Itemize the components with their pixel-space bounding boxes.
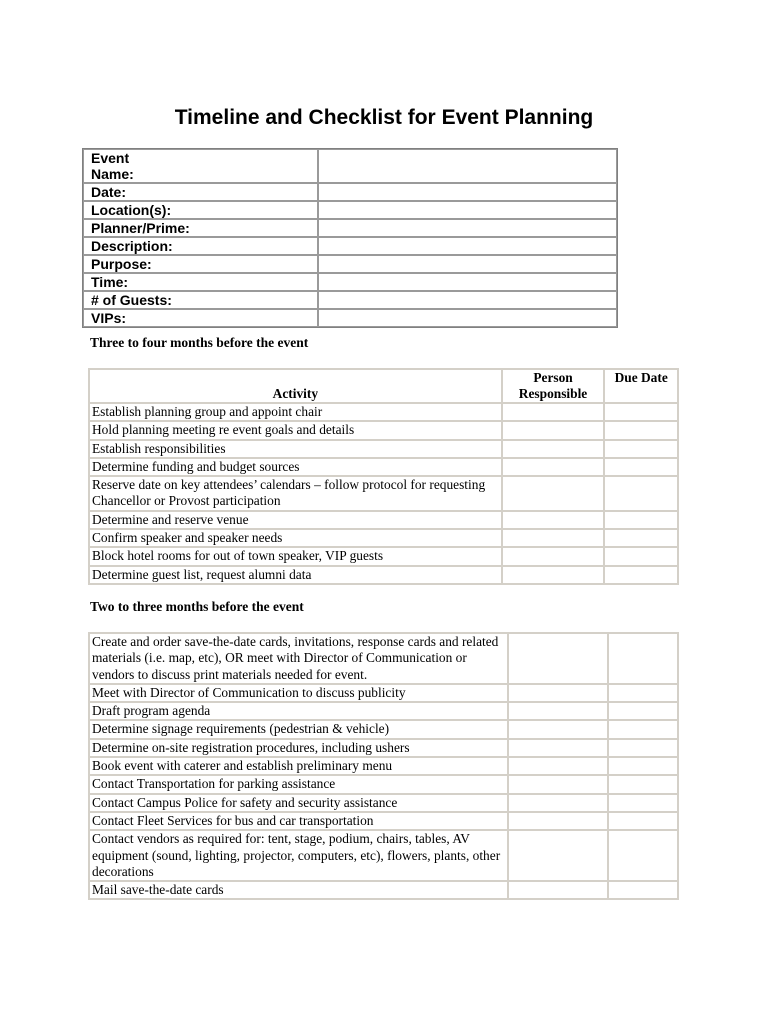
due-date-field[interactable] xyxy=(604,511,678,529)
activity-cell: Contact vendors as required for: tent, stage, podium, chairs, tables, AV equipment (sound, lighting, projector, computers, etc), flowers, plants, other decorations xyxy=(89,830,508,881)
due-date-field[interactable] xyxy=(608,739,678,757)
person-responsible-field[interactable] xyxy=(508,739,608,757)
activity-cell: Determine and reserve venue xyxy=(89,511,502,529)
due-date-field[interactable] xyxy=(604,403,678,421)
due-date-field[interactable] xyxy=(608,720,678,738)
info-label xyxy=(83,149,318,183)
checklist-row xyxy=(89,633,678,684)
info-row xyxy=(83,237,617,255)
person-responsible-field[interactable] xyxy=(502,458,605,476)
person-responsible-field[interactable] xyxy=(508,812,608,830)
info-label: Description: xyxy=(83,237,318,255)
person-header-line2: Responsible xyxy=(518,386,588,401)
checklist-row xyxy=(89,794,678,812)
info-label: Planner/Prime: xyxy=(83,219,318,237)
due-date-field[interactable] xyxy=(604,566,678,584)
info-value-field[interactable] xyxy=(318,237,617,255)
due-date-field[interactable] xyxy=(608,881,678,899)
due-date-field[interactable] xyxy=(604,421,678,439)
due-date-field[interactable] xyxy=(608,702,678,720)
column-header-activity: Activity xyxy=(89,369,502,403)
person-responsible-field[interactable] xyxy=(502,421,605,439)
activity-cell: Confirm speaker and speaker needs xyxy=(89,529,502,547)
person-responsible-field[interactable] xyxy=(508,775,608,793)
person-responsible-field[interactable] xyxy=(502,403,605,421)
due-date-field[interactable] xyxy=(608,633,678,684)
checklist-row xyxy=(89,739,678,757)
activity-cell: Contact Fleet Services for bus and car transportation xyxy=(89,812,508,830)
activity-cell: Contact Campus Police for safety and security assistance xyxy=(89,794,508,812)
info-value-field[interactable] xyxy=(318,201,617,219)
person-responsible-field[interactable] xyxy=(502,440,605,458)
info-label-line: Name: xyxy=(91,166,134,182)
checklist-row xyxy=(89,529,678,547)
person-responsible-field[interactable] xyxy=(508,757,608,775)
person-header-line1: Person xyxy=(533,370,573,385)
person-responsible-field[interactable] xyxy=(502,476,605,511)
activity-cell: Determine signage requirements (pedestrian & vehicle) xyxy=(89,720,508,738)
checklist-row xyxy=(89,547,678,565)
checklist-row xyxy=(89,830,678,881)
activity-cell: Mail save-the-date cards xyxy=(89,881,508,899)
person-responsible-field[interactable] xyxy=(508,684,608,702)
info-row xyxy=(83,309,617,327)
checklist-row xyxy=(89,720,678,738)
info-row xyxy=(83,255,617,273)
person-responsible-field[interactable] xyxy=(502,566,605,584)
section-heading-two-to-three-months: Two to three months before the event xyxy=(90,599,304,614)
due-date-field[interactable] xyxy=(608,812,678,830)
activity-cell: Block hotel rooms for out of town speaker, VIP guests xyxy=(89,547,502,565)
due-date-field[interactable] xyxy=(604,458,678,476)
activity-cell: Create and order save-the-date cards, invitations, response cards and related materials (i.e. map, etc), OR meet with Director of Communication or vendors to discuss print materials needed for event. xyxy=(89,633,508,684)
checklist-row xyxy=(89,775,678,793)
info-value-field[interactable] xyxy=(318,291,617,309)
info-label: Location(s): xyxy=(83,201,318,219)
info-label: # of Guests: xyxy=(83,291,318,309)
person-responsible-field[interactable] xyxy=(508,794,608,812)
person-responsible-field[interactable] xyxy=(508,720,608,738)
person-responsible-field[interactable] xyxy=(508,702,608,720)
column-header-due-date: Due Date xyxy=(604,369,678,403)
info-label: VIPs: xyxy=(83,309,318,327)
checklist-table-two-to-three-months xyxy=(88,632,679,900)
activity-cell: Reserve date on key attendees’ calendars – follow protocol for requesting Chancellor or Provost participation xyxy=(89,476,502,511)
info-value-field[interactable] xyxy=(318,255,617,273)
activity-cell: Meet with Director of Communication to discuss publicity xyxy=(89,684,508,702)
info-row xyxy=(83,273,617,291)
info-label: Time: xyxy=(83,273,318,291)
info-row xyxy=(83,149,617,183)
checklist-table-three-to-four-months xyxy=(88,368,679,585)
info-value-field[interactable] xyxy=(318,149,617,183)
checklist-row xyxy=(89,403,678,421)
activity-cell: Book event with caterer and establish preliminary menu xyxy=(89,757,508,775)
info-row xyxy=(83,219,617,237)
due-date-field[interactable] xyxy=(608,757,678,775)
due-date-field[interactable] xyxy=(604,476,678,511)
due-date-field[interactable] xyxy=(608,830,678,881)
due-date-field[interactable] xyxy=(608,684,678,702)
due-date-field[interactable] xyxy=(608,794,678,812)
person-responsible-field[interactable] xyxy=(508,881,608,899)
person-responsible-field[interactable] xyxy=(508,830,608,881)
checklist-row xyxy=(89,881,678,899)
checklist-row xyxy=(89,566,678,584)
due-date-field[interactable] xyxy=(608,775,678,793)
column-header-person-responsible xyxy=(502,369,605,403)
due-date-field[interactable] xyxy=(604,547,678,565)
person-responsible-field[interactable] xyxy=(502,511,605,529)
due-date-field[interactable] xyxy=(604,529,678,547)
info-row xyxy=(83,201,617,219)
checklist-row xyxy=(89,511,678,529)
person-responsible-field[interactable] xyxy=(502,529,605,547)
activity-cell: Hold planning meeting re event goals and details xyxy=(89,421,502,439)
activity-cell: Determine guest list, request alumni data xyxy=(89,566,502,584)
page-title: Timeline and Checklist for Event Planning xyxy=(174,106,594,129)
info-value-field[interactable] xyxy=(318,309,617,327)
info-label-line: Event xyxy=(91,150,130,166)
due-date-field[interactable] xyxy=(604,440,678,458)
activity-cell: Contact Transportation for parking assistance xyxy=(89,775,508,793)
person-responsible-field[interactable] xyxy=(502,547,605,565)
activity-cell: Establish planning group and appoint chair xyxy=(89,403,502,421)
info-row xyxy=(83,183,617,201)
checklist-row xyxy=(89,684,678,702)
activity-cell: Draft program agenda xyxy=(89,702,508,720)
checklist-row xyxy=(89,440,678,458)
person-responsible-field[interactable] xyxy=(508,633,608,684)
checklist-row xyxy=(89,812,678,830)
activity-cell: Determine on-site registration procedures, including ushers xyxy=(89,739,508,757)
checklist-row xyxy=(89,702,678,720)
activity-cell: Determine funding and budget sources xyxy=(89,458,502,476)
info-label: Purpose: xyxy=(83,255,318,273)
info-row xyxy=(83,291,617,309)
info-value-field[interactable] xyxy=(318,273,617,291)
activity-cell: Establish responsibilities xyxy=(89,440,502,458)
checklist-row xyxy=(89,757,678,775)
event-info-table xyxy=(82,148,618,328)
info-value-field[interactable] xyxy=(318,183,617,201)
checklist-row xyxy=(89,421,678,439)
checklist-row xyxy=(89,476,678,511)
checklist-row xyxy=(89,458,678,476)
section-heading-three-to-four-months: Three to four months before the event xyxy=(90,335,309,350)
info-value-field[interactable] xyxy=(318,219,617,237)
info-label: Date: xyxy=(83,183,318,201)
